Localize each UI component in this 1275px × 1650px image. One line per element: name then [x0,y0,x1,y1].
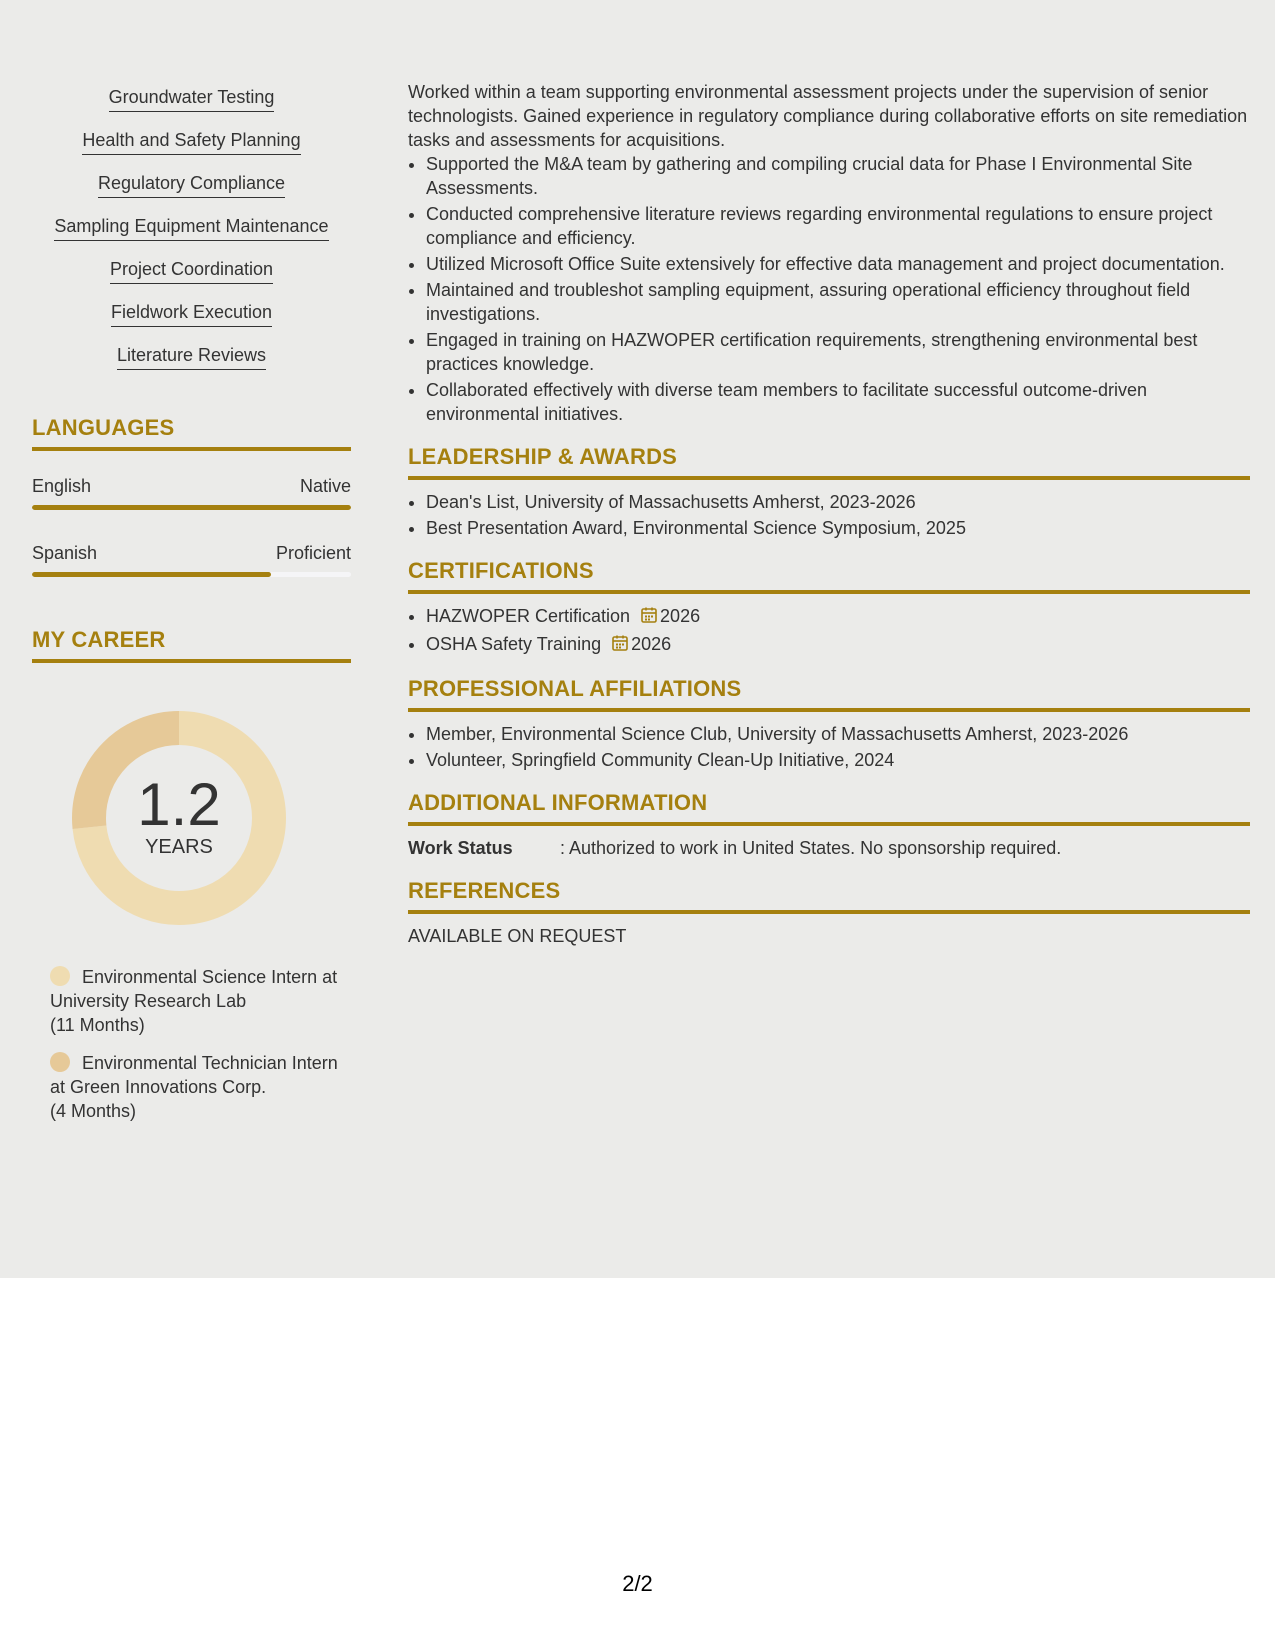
certification-name: OSHA Safety Training [426,634,602,654]
list-item: • Collaborated effectively with diverse team members to facilitate successful outcome-driven environmental initiatives. [426,378,1250,426]
career-donut-chart [66,705,292,931]
calendar-icon [611,634,629,658]
skill-item: Regulatory Compliance [98,172,285,198]
skill-item: Health and Safety Planning [82,129,300,155]
main-content [408,80,1250,948]
list-item: • Maintained and troubleshot sampling equipment, assuring operational efficiency throughout field investigations. [426,278,1250,326]
career-legend-item [50,965,340,1037]
affiliations-heading: PROFESSIONAL AFFILIATIONS [408,676,1250,712]
career-role: Environmental Science Intern at University Research Lab [50,967,338,1011]
language-level-fill [32,572,271,577]
certifications-heading: CERTIFICATIONS [408,558,1250,594]
language-level: Proficient [275,543,351,563]
career-legend [50,965,340,1123]
certification-item [426,632,1250,658]
career-duration: (11 Months) [50,1015,145,1035]
certification-item [426,604,1250,630]
language-name: Spanish [32,543,98,563]
language-spanish [32,542,351,577]
list-item: • Engaged in training on HAZWOPER certification requirements, strengthening environmental best practices knowledge. [426,328,1250,376]
work-status-value: : Authorized to work in United States. No sponsorship required. [560,838,1062,858]
certification-name: HAZWOPER Certification [426,606,631,626]
calendar-icon [640,606,658,630]
language-level-bar [32,505,351,510]
career-role: Environmental Technician Intern at Green Innovations Corp. [50,1053,338,1097]
career-heading: MY CAREER [32,627,351,663]
experience-summary: Worked within a team supporting environmental assessment projects under the supervision of senior technologists. Gained experience in regulatory compliance during collaborative efforts on site remediation tasks and assessments for acquisitions. [408,82,1248,150]
skill-item: Project Coordination [110,258,273,284]
legend-dot [50,1052,70,1072]
skill-item: Sampling Equipment Maintenance [54,215,328,241]
list-item: • Volunteer, Springfield Community Clean-Up Initiative, 2024 [426,748,1250,772]
page-number: 2/2 [622,1571,653,1596]
additional-info-heading: ADDITIONAL INFORMATION [408,790,1250,826]
skills-list [32,86,351,387]
career-legend-item [50,1051,340,1123]
list-item: • Dean's List, University of Massachusetts Amherst, 2023-2026 [426,490,1250,514]
list-item: • Best Presentation Award, Environmental Science Symposium, 2025 [426,516,1250,540]
work-status-row [408,836,1250,860]
experience-bullets [408,152,1250,426]
list-item: • Utilized Microsoft Office Suite extensively for effective data management and project documentation. [426,252,1250,276]
leadership-list [408,490,1250,540]
list-item: • Conducted comprehensive literature reviews regarding environmental regulations to ensure project compliance and efficiency. [426,202,1250,250]
list-item: • Member, Environmental Science Club, University of Massachusetts Amherst, 2023-2026 [426,722,1250,746]
language-level-fill [32,505,351,510]
sidebar [32,86,351,1137]
skill-item: Literature Reviews [117,344,266,370]
work-status-label: Work Status [408,838,513,858]
languages-heading: LANGUAGES [32,415,351,451]
career-duration: (4 Months) [50,1101,137,1121]
certifications-list [408,604,1250,658]
leadership-heading: LEADERSHIP & AWARDS [408,444,1250,480]
certification-year: 2026 [660,606,701,626]
references-text: AVAILABLE ON REQUEST [408,926,627,946]
list-item: • Supported the M&A team by gathering and compiling crucial data for Phase I Environmental Site Assessments. [426,152,1250,200]
language-level: Native [299,476,351,496]
donut-center [66,705,292,931]
language-level-bar [32,572,351,577]
career-total-unit: YEARS [145,835,213,858]
skill-item: Fieldwork Execution [111,301,272,327]
legend-dot [50,966,70,986]
references-heading: REFERENCES [408,878,1250,914]
career-total-years: 1.2 [137,770,221,838]
skill-item: Groundwater Testing [109,86,275,112]
certification-year: 2026 [631,634,672,654]
language-english [32,475,351,510]
affiliations-list [408,722,1250,772]
language-name: English [32,476,92,496]
